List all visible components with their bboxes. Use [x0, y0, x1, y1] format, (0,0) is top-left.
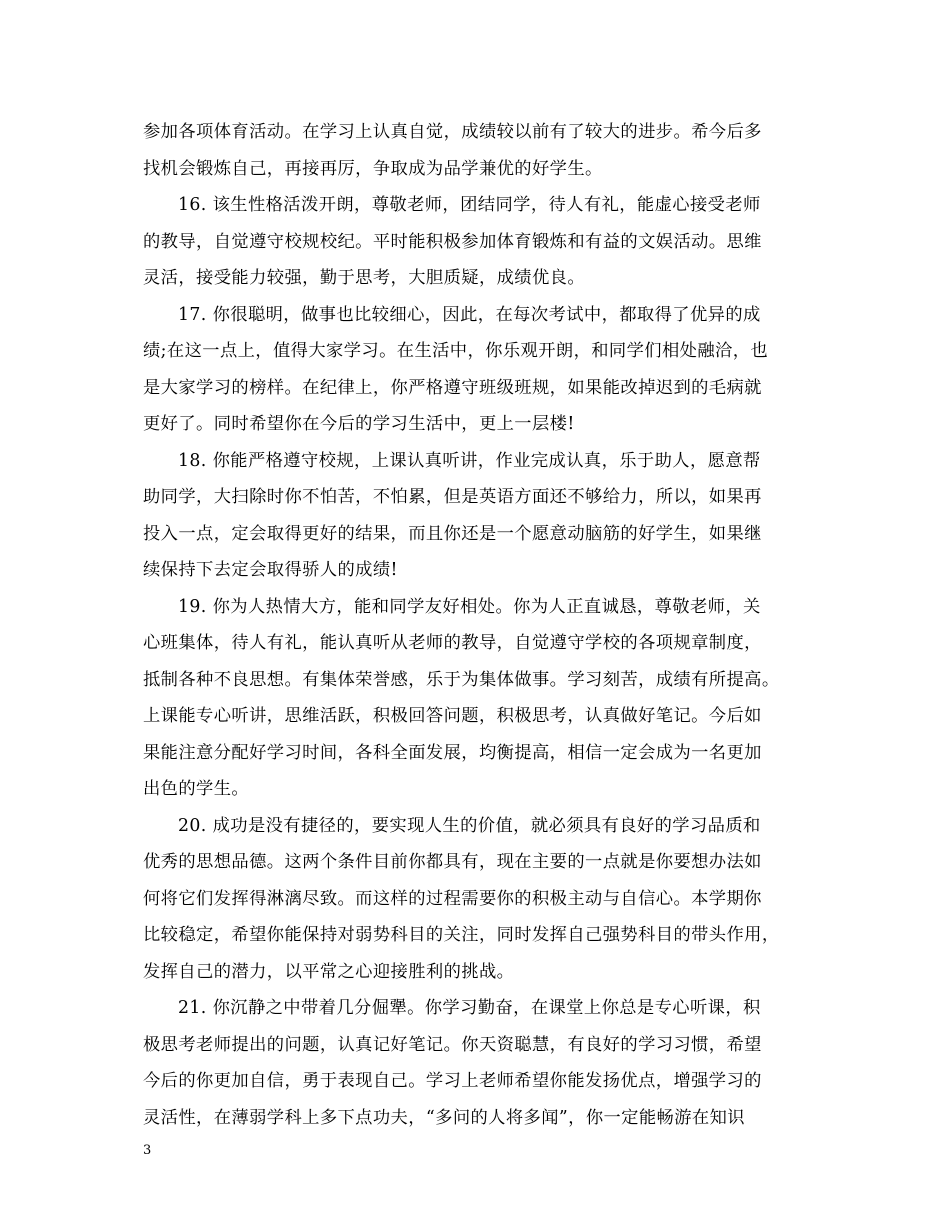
paragraph-first-line: 18. 你能严格遵守校规，上课认真听讲，作业完成认真，乐于助人，愿意帮: [178, 450, 761, 471]
text-line: 优秀的思想品德。这两个条件目前你都具有，现在主要的一点就是你要想办法如: [143, 852, 762, 872]
text-line: 心班集体，待人有礼，能认真听从老师的教导，自觉遵守学校的各项规章制度，: [143, 633, 762, 653]
text-line: 助同学，大扫除时你不怕苦，不怕累，但是英语方面还不够给力，所以，如果再: [143, 487, 762, 507]
text-line: 绩;在这一点上，值得大家学习。在生活中，你乐观开朗，和同学们相处融洽，也: [143, 341, 769, 361]
paragraph-first-line: 21. 你沉静之中带着几分倔犟。你学习勤奋，在课堂上你总是专心听课，积: [178, 998, 761, 1018]
text-line: 灵活，接受能力较强，勤于思考，大胆质疑，成绩优良。: [143, 268, 586, 288]
text-line: 抵制各种不良思想。有集体荣誉感，乐于为集体做事。学习刻苦，成绩有所提高。: [143, 669, 780, 690]
page-number: 3: [143, 1143, 152, 1158]
text-line: 极思考老师提出的问题，认真记好笔记。你天资聪慧，有良好的学习习惯，希望: [143, 1034, 762, 1055]
text-line: 是大家学习的榜样。在纪律上，你严格遵守班级班规，如果能改掉迟到的毛病就: [143, 377, 762, 398]
text-line: 找机会锻炼自己，再接再厉，争取成为品学兼优的好学生。: [143, 158, 603, 179]
paragraph-first-line: 17. 你很聪明，做事也比较细心，因此，在每次考试中，都取得了优异的成: [178, 304, 761, 325]
text-line: 参加各项体育活动。在学习上认真自觉，成绩较以前有了较大的进步。希今后多: [143, 122, 762, 142]
text-line: 比较稳定，希望你能保持对弱势科目的关注，同时发挥自己强势科目的带头作用，: [143, 925, 780, 945]
text-line: 今后的你更加自信，勇于表现自己。学习上老师希望你能发扬优点，增强学习的: [143, 1071, 762, 1091]
text-line: 发挥自己的潜力，以平常之心迎接胜利的挑战。: [143, 961, 515, 982]
text-line: 灵活性，在薄弱学科上多下点功夫，“多问的人将多闻”，你一定能畅游在知识: [143, 1107, 745, 1128]
text-line: 续保持下去定会取得骄人的成绩!: [143, 560, 398, 580]
paragraph-first-line: 19. 你为人热情大方，能和同学友好相处。你为人正直诚恳，尊敬老师，关: [178, 596, 761, 617]
text-line: 何将它们发挥得淋漓尽致。而这样的过程需要你的积极主动与自信心。本学期你: [143, 888, 762, 909]
paragraph-first-line: 16. 该生性格活泼开朗，尊敬老师，团结同学，待人有礼，能虚心接受老师: [178, 195, 761, 215]
text-line: 上课能专心听讲，思维活跃，积极回答问题，积极思考，认真做好笔记。今后如: [143, 706, 762, 726]
text-line: 的教导，自觉遵守校规校纪。平时能积极参加体育锻炼和有益的文娱活动。思维: [143, 231, 762, 252]
body-text: [143, 114, 813, 1136]
text-line: 出色的学生。: [143, 779, 250, 799]
paragraph-first-line: 20. 成功是没有捷径的，要实现人生的价值，就必须具有良好的学习品质和: [178, 815, 761, 836]
text-line: 投入一点，定会取得更好的结果，而且你还是一个愿意动脑筋的好学生，如果继: [143, 523, 762, 544]
text-line: 果能注意分配好学习时间，各科全面发展，均衡提高，相信一定会成为一名更加: [143, 742, 762, 763]
text-line: 更好了。同时希望你在今后的学习生活中，更上一层楼!: [143, 414, 575, 434]
